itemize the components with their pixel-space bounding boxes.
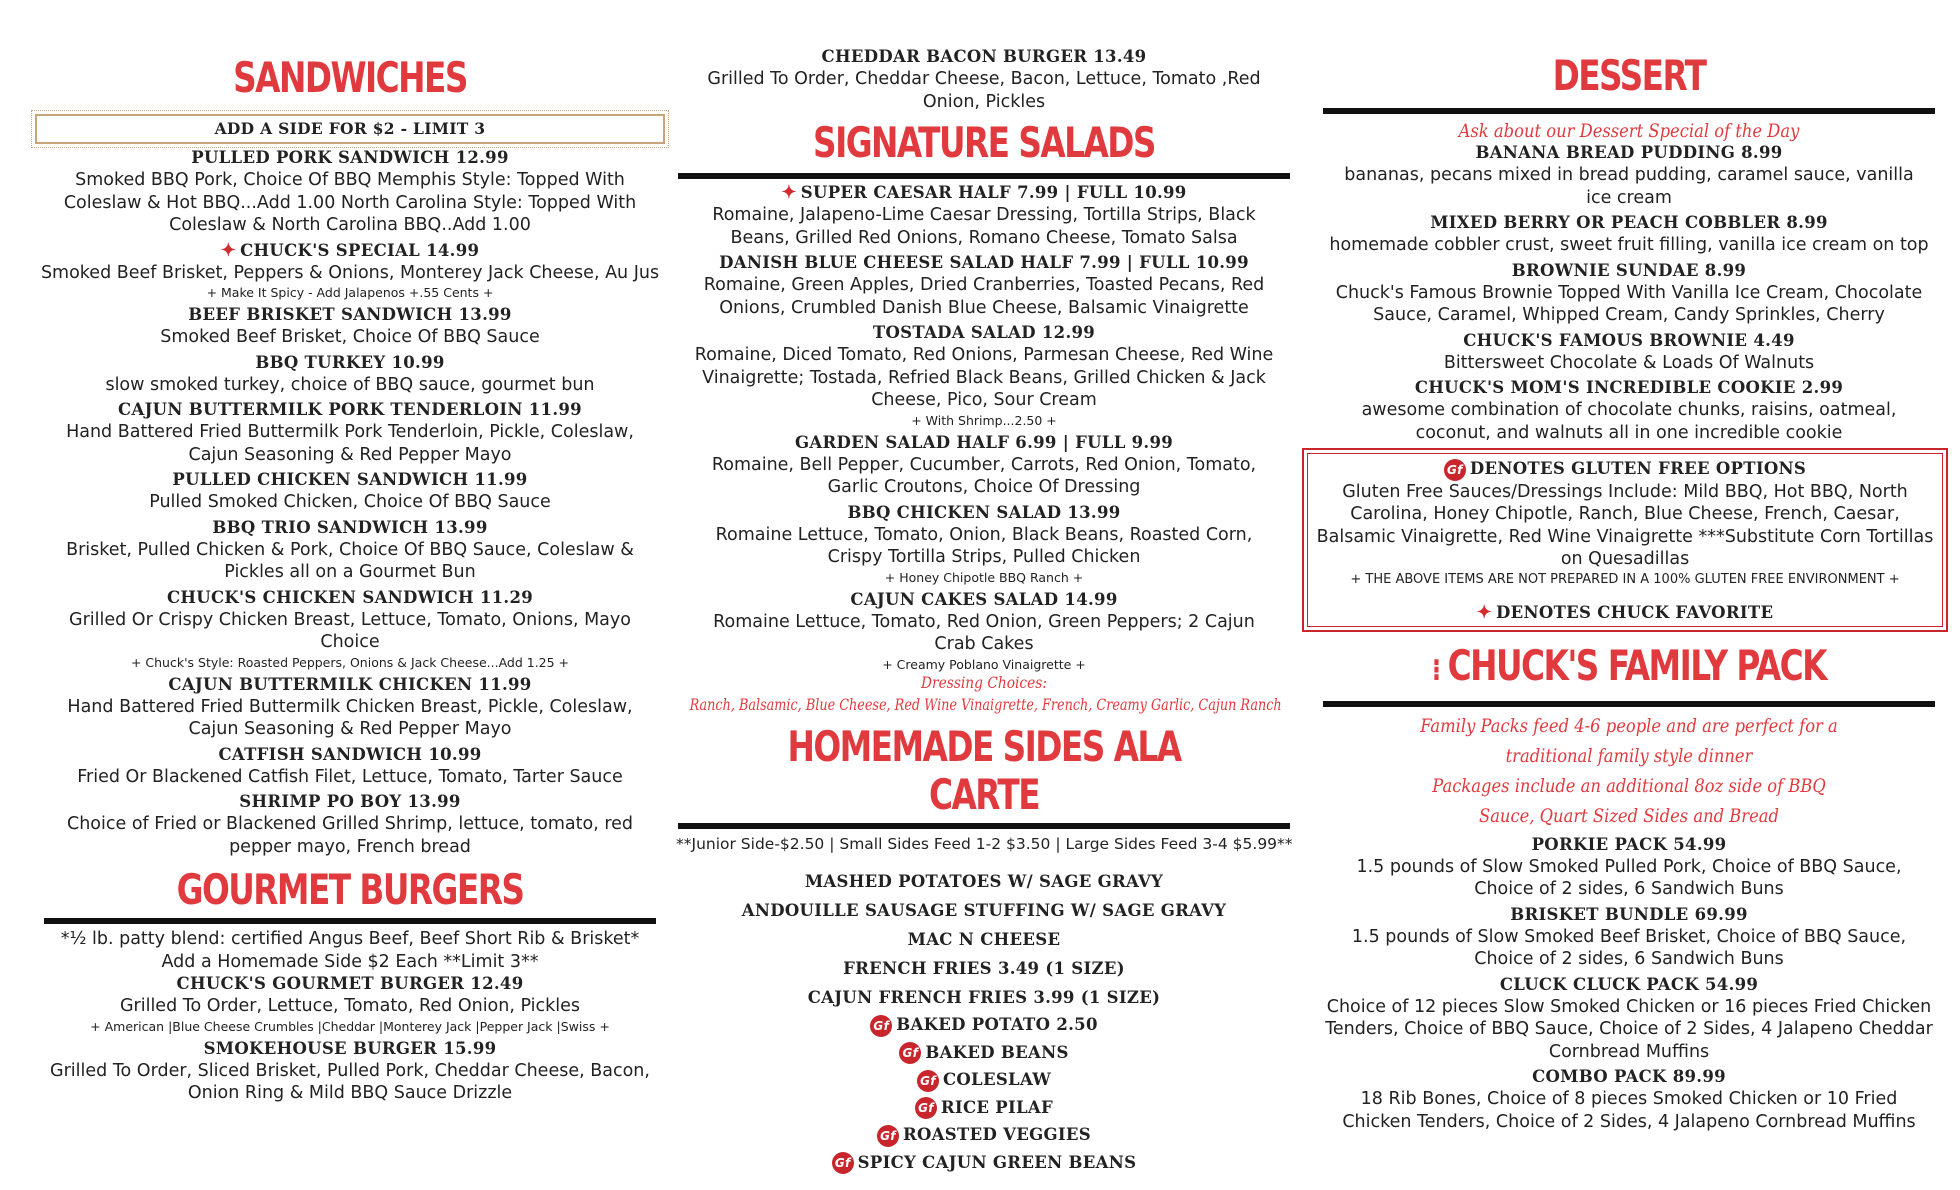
burgers-intro-1: *½ lb. patty blend: certified Angus Beef, Beef Short Rib & Brisket* <box>60 929 640 949</box>
gluten-free-icon: Gf <box>832 1152 854 1174</box>
item-name: BANANA BREAD PUDDING 8.99 <box>1475 143 1783 162</box>
menu-item-chucks-chicken <box>30 587 670 671</box>
item-name: BBQ CHICKEN SALAD 13.99 <box>847 502 1121 522</box>
menu-item-cajun-pork <box>30 399 670 466</box>
item-desc: 18 Rib Bones, Choice of 8 pieces Smoked Chicken or 10 Fried Chicken Tenders, Choice of 2 Sides, 4 Jalapeno Cornbread Muffins <box>1342 1089 1916 1132</box>
item-name: CATFISH SANDWICH 10.99 <box>218 744 482 764</box>
item-name: CHUCK'S GOURMET BURGER 12.49 <box>176 974 524 993</box>
item-note: + With Shrimp...2.50 + <box>911 412 1057 428</box>
sandwiches-heading: SANDWICHES <box>233 53 467 102</box>
item-desc: Bittersweet Chocolate & Loads Of Walnuts <box>1443 352 1815 373</box>
menu-item-banana-pudding <box>1310 142 1948 209</box>
item-name: BROWNIE SUNDAE 8.99 <box>1511 260 1747 280</box>
item-name: SUPER CAESAR HALF 7.99 | FULL 10.99 <box>800 183 1187 202</box>
side-item-name: BAKED BEANS <box>925 1042 1069 1062</box>
column-sandwiches-burgers <box>30 0 670 1105</box>
menu-item-famous-brownie <box>1310 330 1948 375</box>
item-name: CAJUN CAKES SALAD 14.99 <box>850 589 1118 609</box>
item-desc: 1.5 pounds of Slow Smoked Pulled Pork, Choice of BBQ Sauce, Choice of 2 sides, 6 Sandwich Buns <box>1356 856 1902 899</box>
add-side-box <box>35 114 665 144</box>
item-desc: Hand Battered Fried Buttermilk Chicken Breast, Pickle, Coleslaw, Cajun Seasoning & Red Pepper Mayo <box>67 696 633 739</box>
menu-item-cajun-cakes <box>676 589 1292 673</box>
item-desc: Grilled Or Crispy Chicken Breast, Lettuce, Tomato, Onions, Mayo Choice <box>69 609 631 652</box>
side-item-name: COLESLAW <box>942 1070 1052 1089</box>
gluten-free-icon: Gf <box>899 1042 921 1064</box>
item-name: CAJUN BUTTERMILK CHICKEN 11.99 <box>168 674 532 694</box>
item-desc: Romaine, Diced Tomato, Red Onions, Parmesan Cheese, Red Wine Vinaigrette; Tostada, Refried Black Beans, Grilled Chicken & Jack Cheese, Pico, Sour Cream <box>694 345 1274 410</box>
menu-item-super-caesar <box>676 182 1292 249</box>
item-desc: Smoked Beef Brisket, Choice Of BBQ Sauce <box>160 327 540 347</box>
dessert-rule <box>1323 108 1935 114</box>
side-item-gf <box>676 1124 1292 1147</box>
side-item-gf <box>676 1069 1292 1092</box>
add-side-note: ADD A SIDE FOR $2 - LIMIT 3 <box>214 119 486 138</box>
item-name: CHUCK'S CHICKEN SANDWICH 11.29 <box>166 587 534 607</box>
menu-item-porkie-pack <box>1310 834 1948 901</box>
menu-item-cobbler <box>1310 212 1948 257</box>
family-intro-1: Family Packs feed 4-6 people and are perfect for a traditional family style dinner <box>1420 714 1838 767</box>
side-item-gf <box>676 1097 1292 1120</box>
menu-item-catfish <box>30 744 670 789</box>
menu-item-tostada <box>676 322 1292 429</box>
gluten-free-box <box>1302 448 1948 632</box>
side-item: CAJUN FRENCH FRIES 3.99 (1 SIZE) <box>807 988 1161 1007</box>
item-desc: Romaine Lettuce, Tomato, Onion, Black Beans, Roasted Corn, Crispy Tortilla Strips, Pulled Chicken <box>715 524 1253 567</box>
menu-item-cajun-chicken <box>30 674 670 741</box>
menu-item-pulled-chicken <box>30 469 670 514</box>
menu-item-beef-brisket <box>30 304 670 349</box>
gluten-free-icon: Gf <box>870 1015 892 1037</box>
item-name: CLUCK CLUCK PACK 54.99 <box>1499 974 1759 994</box>
burgers-rule <box>44 918 656 924</box>
gluten-free-title: DENOTES GLUTEN FREE OPTIONS <box>1469 459 1807 478</box>
item-desc: Hand Battered Fried Buttermilk Pork Tenderloin, Pickle, Coleslaw, Cajun Seasoning & Red Pepper Mayo <box>66 422 634 465</box>
menu-item-gourmet-burger <box>30 973 670 1035</box>
item-name: TOSTADA SALAD 12.99 <box>872 323 1096 342</box>
menu-item-danish-blue <box>676 252 1292 319</box>
item-name: CHUCK'S FAMOUS BROWNIE 4.49 <box>1463 330 1795 350</box>
item-name: MIXED BERRY OR PEACH COBBLER 8.99 <box>1430 213 1828 232</box>
column-salads-sides <box>676 0 1292 1174</box>
item-name: CHUCK'S MOM'S INCREDIBLE COOKIE 2.99 <box>1414 378 1844 397</box>
side-item-name: BAKED POTATO 2.50 <box>896 1015 1098 1034</box>
gluten-free-icon: Gf <box>917 1070 939 1092</box>
item-name: GARDEN SALAD HALF 6.99 | FULL 9.99 <box>794 432 1174 452</box>
side-item: FRENCH FRIES 3.49 (1 SIZE) <box>843 959 1125 978</box>
gluten-free-icon: Gf <box>915 1097 937 1119</box>
item-desc: Romaine, Green Apples, Dried Cranberries, Toasted Pecans, Red Onions, Crumbled Danish Blue Cheese, Balsamic Vinaigrette <box>703 275 1265 318</box>
item-name: BBQ TRIO SANDWICH 13.99 <box>212 517 488 537</box>
item-name: CHUCK'S SPECIAL 14.99 <box>240 240 480 260</box>
item-name: PULLED PORK SANDWICH 12.99 <box>191 148 509 167</box>
dressing-title: Dressing Choices: <box>921 672 1047 692</box>
item-desc: Smoked BBQ Pork, Choice Of BBQ Memphis Style: Topped With Coleslaw & Hot BBQ...Add 1.00 North Carolina Style: Topped With Coleslaw & North Carolina BBQ..Add 1.00 <box>63 170 637 235</box>
favorite-star-icon: ✦ <box>1476 601 1493 623</box>
sides-rule <box>678 823 1290 829</box>
menu-item-cheddar-bacon-burger <box>676 46 1292 113</box>
item-desc: Choice of 12 pieces Slow Smoked Chicken or 16 pieces Fried Chicken Tenders, Choice of BBQ Sauce, Choice of 2 Sides, 4 Jalapeno Cheddar Cornbread Muffins <box>1325 996 1933 1062</box>
item-name: DANISH BLUE CHEESE SALAD HALF 7.99 | FULL 10.99 <box>719 253 1249 272</box>
item-desc: bananas, pecans mixed in bread pudding, caramel sauce, vanilla ice cream <box>1344 165 1914 208</box>
item-desc: Fried Or Blackened Catfish Filet, Lettuce, Tomato, Tarter Sauce <box>77 766 623 787</box>
item-desc: Pulled Smoked Chicken, Choice Of BBQ Sauce <box>149 492 551 512</box>
sides-pricing: **Junior Side-$2.50 | Small Sides Feed 1-2 $3.50 | Large Sides Feed 3-4 $5.99** <box>676 834 1293 853</box>
sides-heading: HOMEMADE SIDES ALA CARTE <box>787 721 1181 819</box>
item-desc: Romaine, Jalapeno-Lime Caesar Dressing, Tortilla Strips, Black Beans, Grilled Red Onions, Romano Cheese, Tomato Salsa <box>712 205 1256 248</box>
burgers-intro-2: Add a Homemade Side $2 Each **Limit 3** <box>161 951 539 972</box>
side-item: MAC N CHEESE <box>907 930 1061 949</box>
item-note: + Chuck's Style: Roasted Peppers, Onions & Jack Cheese...Add 1.25 + <box>130 654 570 670</box>
side-item-name: SPICY CAJUN GREEN BEANS <box>857 1152 1137 1172</box>
family-intro-2: Packages include an additional 8oz side of BBQ Sauce, Quart Sized Sides and Bread <box>1432 774 1826 827</box>
menu-item-brisket-bundle <box>1310 904 1948 971</box>
menu-item-bbq-trio <box>30 517 670 584</box>
item-desc: Grilled To Order, Cheddar Cheese, Bacon, Lettuce, Tomato ,Red Onion, Pickles <box>707 69 1261 112</box>
dressing-list: Ranch, Balsamic, Blue Cheese, Red Wine Vinaigrette, French, Creamy Garlic, Cajun Ranch <box>689 694 1282 714</box>
family-pack-title: CHUCK'S FAMILY PACK <box>1447 640 1826 690</box>
dessert-heading: DESSERT <box>1552 51 1706 100</box>
menu-item-pulled-pork <box>30 147 670 237</box>
item-desc: Grilled To Order, Sliced Brisket, Pulled Pork, Cheddar Cheese, Bacon, Onion Ring & Mild BBQ Sauce Drizzle <box>50 1060 650 1103</box>
favorite-star-icon: ✦ <box>781 182 797 203</box>
item-desc: Grilled To Order, Lettuce, Tomato, Red Onion, Pickles <box>119 996 581 1016</box>
item-note: + American |Blue Cheese Crumbles |Cheddar |Monterey Jack |Pepper Jack |Swiss + <box>90 1018 610 1034</box>
item-desc: 1.5 pounds of Slow Smoked Beef Brisket, Choice of BBQ Sauce, Choice of 2 sides, 6 Sandwich Buns <box>1351 926 1907 969</box>
item-name: CHEDDAR BACON BURGER 13.49 <box>821 47 1147 66</box>
gluten-free-icon: Gf <box>1444 459 1466 481</box>
item-note: + Honey Chipotle BBQ Ranch + <box>884 569 1084 585</box>
menu-item-bbq-chicken-salad <box>676 502 1292 586</box>
item-desc: Chuck's Famous Brownie Topped With Vanilla Ice Cream, Chocolate Sauce, Caramel, Whipped Cream, Candy Sprinkles, Cherry <box>1335 282 1923 325</box>
item-desc: Brisket, Pulled Chicken & Pork, Choice Of BBQ Sauce, Coleslaw & Pickles all on a Gourmet Bun <box>66 539 634 582</box>
menu-item-cluck-pack <box>1310 974 1948 1064</box>
item-name: BEEF BRISKET SANDWICH 13.99 <box>188 305 512 324</box>
side-item-gf <box>676 1152 1292 1175</box>
side-item: MASHED POTATOES W/ SAGE GRAVY <box>804 872 1164 891</box>
gluten-free-note: + THE ABOVE ITEMS ARE NOT PREPARED IN A 100% GLUTEN FREE ENVIRONMENT + <box>1350 571 1900 587</box>
menu-item-garden <box>676 432 1292 499</box>
menu-item-brownie-sundae <box>1310 260 1948 327</box>
favorite-star-icon: ✦ <box>220 239 237 261</box>
item-name: PULLED CHICKEN SANDWICH 11.99 <box>172 470 528 489</box>
menu-item-shrimp-po-boy <box>30 791 670 858</box>
item-desc: Smoked Beef Brisket, Peppers & Onions, Monterey Jack Cheese, Au Jus <box>40 262 660 283</box>
favorite-legend: DENOTES CHUCK FAVORITE <box>1496 602 1774 622</box>
column-dessert-family <box>1310 0 1948 1133</box>
family-pack-heading <box>1380 642 1878 695</box>
item-desc: awesome combination of chocolate chunks, raisins, oatmeal, coconut, and walnuts all in one incredible cookie <box>1361 400 1897 443</box>
salads-rule <box>678 173 1290 179</box>
side-item-name: ROASTED VEGGIES <box>903 1125 1091 1144</box>
side-item: ANDOUILLE SAUSAGE STUFFING W/ SAGE GRAVY <box>741 901 1227 920</box>
item-note: + Make It Spicy - Add Jalapenos +.55 Cents + <box>206 285 494 300</box>
item-desc: slow smoked turkey, choice of BBQ sauce, gourmet bun <box>105 374 595 395</box>
dots-icon: ⁝ <box>1432 652 1438 688</box>
item-name: SMOKEHOUSE BURGER 15.99 <box>203 1038 497 1058</box>
menu-item-bbq-turkey <box>30 352 670 397</box>
item-name: CAJUN BUTTERMILK PORK TENDERLOIN 11.99 <box>118 400 582 419</box>
salads-heading: SIGNATURE SALADS <box>813 118 1155 167</box>
item-desc: Romaine, Bell Pepper, Cucumber, Carrots, Red Onion, Tomato, Garlic Croutons, Choice Of Dressing <box>711 454 1257 497</box>
side-item-gf <box>676 1042 1292 1065</box>
gluten-free-desc: Gluten Free Sauces/Dressings Include: Mild BBQ, Hot BBQ, North Carolina, Honey Chipotle, Ranch, Blue Cheese, French, Caesar, Balsamic Vinaigrette, Red Wine Vinaigrette ***Substitute Corn Tortillas on Quesadillas <box>1316 481 1934 569</box>
item-desc: homemade cobbler crust, sweet fruit filling, vanilla ice cream on top <box>1329 235 1929 255</box>
item-name: COMBO PACK 89.99 <box>1532 1067 1726 1086</box>
side-item-name: RICE PILAF <box>940 1097 1054 1117</box>
item-note: + Creamy Poblano Vinaigrette + <box>882 656 1086 672</box>
item-desc: Romaine Lettuce, Tomato, Red Onion, Green Peppers; 2 Cajun Crab Cakes <box>713 611 1255 654</box>
menu-item-combo-pack <box>1310 1066 1948 1133</box>
side-item-gf <box>676 1014 1292 1037</box>
menu-item-chucks-special <box>30 240 670 302</box>
menu-item-smokehouse-burger <box>30 1038 670 1105</box>
family-rule <box>1323 701 1935 707</box>
burgers-heading: GOURMET BURGERS <box>176 865 524 914</box>
item-name: BBQ TURKEY 10.99 <box>255 352 445 372</box>
gluten-free-icon: Gf <box>877 1125 899 1147</box>
dessert-special: Ask about our Dessert Special of the Day <box>1458 120 1800 142</box>
menu-item-cookie <box>1310 377 1948 444</box>
item-name: SHRIMP PO BOY 13.99 <box>239 792 461 811</box>
item-name: PORKIE PACK 54.99 <box>1531 834 1727 854</box>
item-desc: Choice of Fried or Blackened Grilled Shrimp, lettuce, tomato, red pepper mayo, French bread <box>66 814 634 857</box>
item-name: BRISKET BUNDLE 69.99 <box>1510 904 1748 924</box>
